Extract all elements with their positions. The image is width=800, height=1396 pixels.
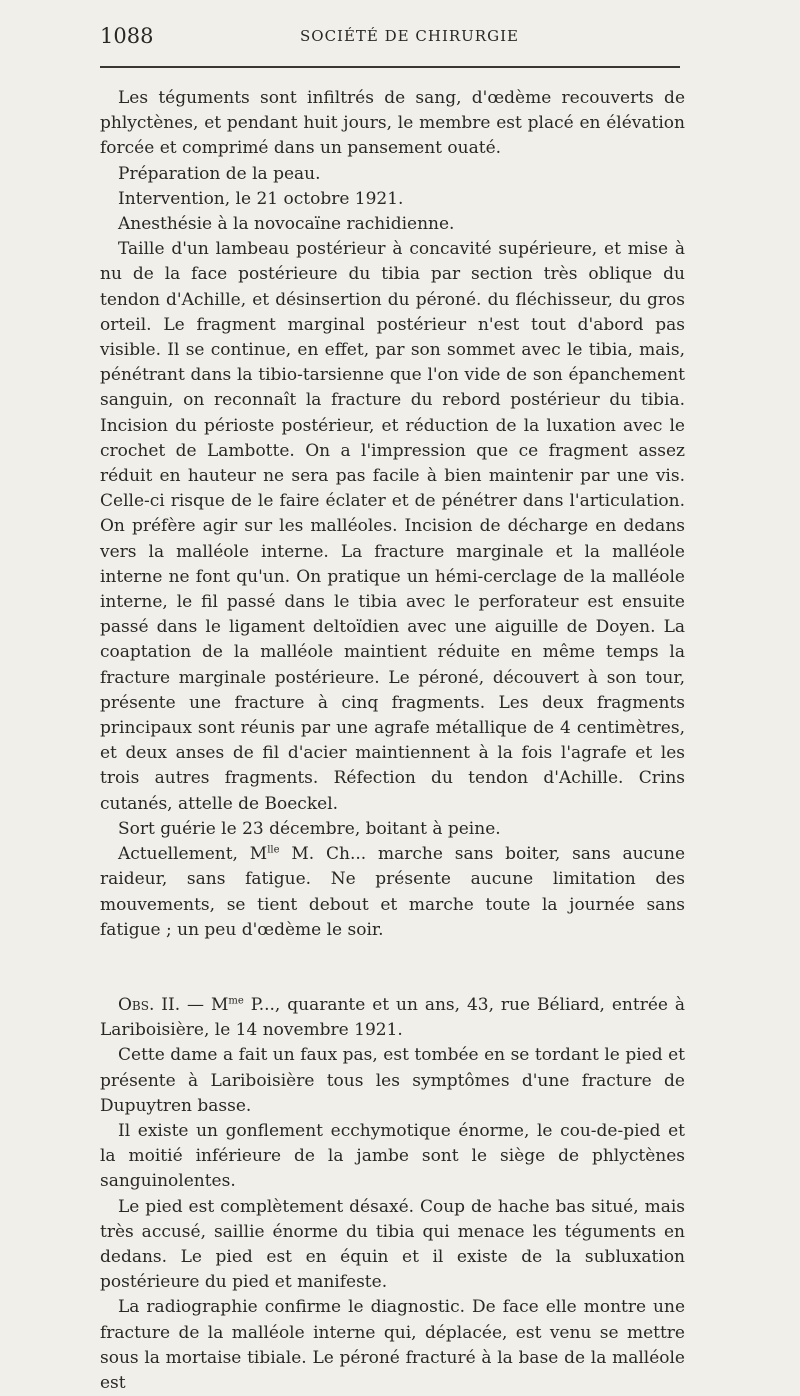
running-title: SOCIÉTÉ DE CHIRURGIE — [300, 27, 519, 45]
page-header — [100, 24, 680, 54]
superscript: me — [228, 995, 244, 1007]
text-run: P..., quarante et un ans, 43, rue Béliard, entrée à Lariboisière, le 14 novembre 1921. — [100, 994, 686, 1041]
paragraph-actuellement — [100, 842, 685, 943]
paragraph: Anesthésie à la novocaïne rachidienne. — [118, 214, 455, 235]
paragraph: Préparation de la peau. — [118, 163, 321, 184]
superscript: lle — [267, 844, 280, 856]
paragraph: Le pied est complètement désaxé. Coup de hache bas situé, mais très accusé, saillie énorme du tibia qui menace les téguments en dedans. Le pied est en équin et il existe de la subluxation postérieure du pied et manifeste. — [100, 1196, 685, 1293]
paragraph: Sort guérie le 23 décembre, boitant à peine. — [118, 818, 501, 839]
text-run: M. Ch... marche sans boiter, sans aucune raideur, sans fatigue. Ne présente aucune limitation des mouvements, se tient debout et marche toute la journée sans fatigue ; un peu d'œdème le soir. — [100, 844, 686, 940]
paragraph: Les téguments sont infiltrés de sang, d'œdème recouverts de phlyctènes, et pendant huit jours, le membre est placé en élévation forcée et comprimé dans un pansement ouaté. — [100, 88, 685, 159]
text-run: — M — [180, 994, 229, 1015]
paragraph: Il existe un gonflement ecchymotique énorme, le cou-de-pied et la moitié inférieure de la jambe sont le siège de phlyctènes sanguinolentes. — [100, 1120, 685, 1192]
text-run: Actuellement, M — [118, 844, 268, 865]
observation-label: Obs. II. — [118, 994, 181, 1015]
page-number: 1088 — [100, 24, 154, 48]
paragraph: Intervention, le 21 octobre 1921. — [118, 188, 404, 209]
paragraph: La radiographie confirme le diagnostic. De face elle montre une fracture de la malléole interne qui, déplacée, est venu se mettre sous la mortaise tibiale. Le péroné fracturé à la base de la malléole est — [100, 1297, 685, 1393]
header-rule — [100, 66, 680, 68]
observation-heading — [100, 993, 685, 1043]
article-body — [100, 86, 685, 1396]
paragraph: Cette dame a fait un faux pas, est tombée en se tordant le pied et présente à Lariboisière tous les symptômes d'une fracture de Dupuytren basse. — [100, 1045, 685, 1116]
paragraph: Taille d'un lambeau postérieur à concavité supérieure, et mise à nu de la face postérieure du tibia par section très oblique du tendon d'Achille, et désinsertion du péroné. du fléchisseur, du gros orteil. Le fragment marginal postérieur n'est tout d'abord pas visible. Il se continue, en effet, par son sommet avec le tibia, mais, pénétrant dans la tibio-tarsienne que l'on vide de son épanchement sanguin, on reconnaît la fracture du rebord postérieur du tibia. Incision du périoste postérieur, et réduction de la luxation avec le crochet de Lambotte. On a l'impression que ce fragment assez réduit en hauteur ne sera pas facile à bien maintenir par une vis. Celle-ci risque de le faire éclater et de pénétrer dans l'articulation. On préfère agir sur les malléoles. Incision de décharge en dedans vers la malléole interne. La fracture marginale et la malléole interne ne font qu'un. On pratique un hémi-cerclage de la malléole interne, le fil passé dans le tibia avec le perforateur est ensuite passé dans le ligament deltoïdien avec une aiguille de Doyen. La coaptation de la malléole maintient réduite en même temps la fracture marginale postérieure. Le péroné, découvert à son tour, présente une fracture à cinq fragments. Les deux fragments principaux sont réunis par une agrafe métallique de 4 centimètres, et deux anses de fil d'acier maintiennent à la fois l'agrafe et les trois autres fragments. Réfection du tendon d'Achille. Crins cutanés, attelle de Boeckel. — [100, 239, 685, 814]
